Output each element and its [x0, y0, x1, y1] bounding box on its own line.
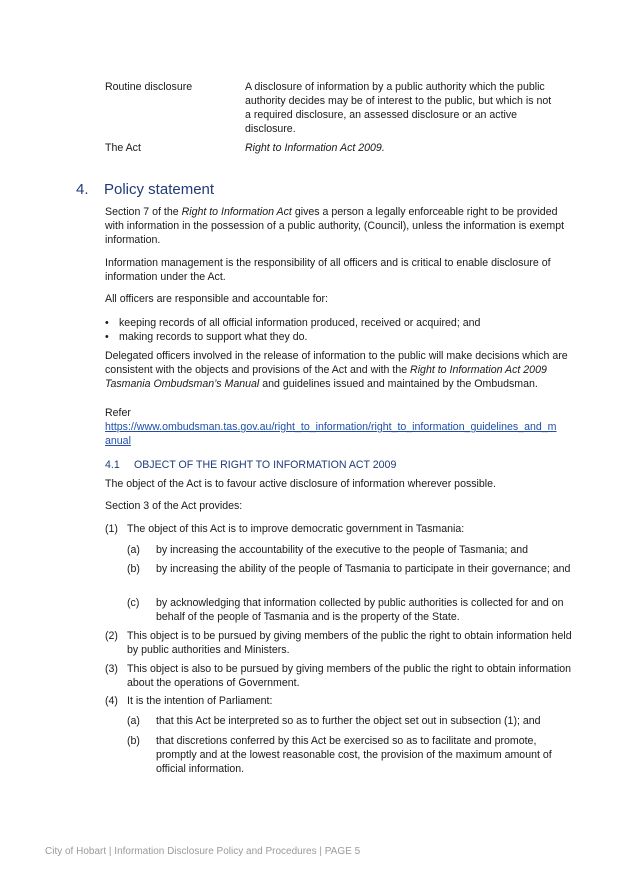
- paragraph-information-management: Information management is the responsibility of all officers and is critical to enable disclosure of information under the Act.: [105, 257, 551, 283]
- bullet-icon: •: [105, 317, 109, 329]
- ombudsman-link-text[interactable]: https://www.ombudsman.tas.gov.au/right_to_information/right_to_information_guidelines_and_manual: [105, 421, 557, 447]
- bullet-text: keeping records of all official information produced, received or acquired; and: [119, 317, 481, 329]
- definition-desc-the-act: Right to Information Act 2009.: [245, 142, 385, 154]
- p1-text-b: gives a person a legally enforceable right to be provided with information in the possession of a public authority, (Council), unless the information is exempt information.: [105, 206, 565, 246]
- bullet-item: [105, 330, 307, 344]
- sub-item-text: that this Act be interpreted so as to further the object set out in subsection (1); and: [156, 715, 541, 727]
- refer-label: Refer: [105, 407, 131, 419]
- bullet-icon: •: [105, 331, 109, 343]
- sub-item-letter: (a): [127, 544, 140, 556]
- sub-item-letter: (b): [127, 563, 140, 575]
- list-item-text: This object is to be pursued by giving members of the public the right to obtain information held by public authorities and Ministers.: [127, 630, 572, 656]
- sub-item-letter: (c): [127, 597, 140, 609]
- paragraph-section-3: Section 3 of the Act provides:: [105, 500, 243, 512]
- paragraph-delegated-officers: [105, 349, 575, 391]
- sub-item-text: that discretions conferred by this Act be exercised so as to facilitate and promote, promptly and at the lowest reasonable cost, the provision of the maximum amount of official information.: [156, 735, 552, 775]
- bullet-item: [105, 316, 480, 330]
- paragraph-object-of-act: The object of the Act is to favour active disclosure of information wherever possible.: [105, 478, 496, 490]
- list-number: (4): [105, 695, 118, 707]
- section-heading: [76, 181, 214, 198]
- list-item-text: This object is also to be pursued by giving members of the public the right to obtain information about the operations of Government.: [127, 663, 572, 689]
- bullet-text: making records to support what they do.: [119, 331, 308, 343]
- sub-item-text: by acknowledging that information collected by public authorities is collected for and on behalf of the people of Tasmania and is the property of the State.: [156, 597, 564, 623]
- list-number: (2): [105, 630, 118, 642]
- section-title: Policy statement: [104, 181, 215, 198]
- sub-item-letter: (a): [127, 715, 140, 727]
- section-number: 4.: [76, 181, 89, 198]
- sub-item-text: by increasing the ability of the people of Tasmania to participate in their governance; and: [156, 563, 571, 575]
- p4-text-b: and guidelines issued and maintained by the Ombudsman.: [259, 378, 538, 390]
- sub-item-letter: (b): [127, 735, 140, 747]
- definition-term-the-act: The Act: [105, 142, 141, 154]
- definition-term-routine-disclosure: Routine disclosure: [105, 81, 193, 93]
- paragraph-section-7: [105, 205, 575, 247]
- list-number: (1): [105, 523, 118, 535]
- subsection-heading: [105, 459, 396, 471]
- p4-emphasis: Right to Information Act 2009 Tasmania Ombudsman’s Manual: [105, 364, 547, 390]
- subsection-title: OBJECT OF THE RIGHT TO INFORMATION ACT 2009: [134, 459, 397, 471]
- subsection-number: 4.1: [105, 459, 120, 471]
- paragraph-officers-responsible: All officers are responsible and accountable for:: [105, 293, 328, 305]
- p1-text-a: Section 7 of the: [105, 206, 182, 218]
- definition-desc-routine-disclosure: A disclosure of information by a public authority which the public authority decides may be of interest to the public, but which is not a required disclosure, an assessed disclosure or an active disclosure.: [245, 81, 552, 135]
- sub-item-text: by increasing the accountability of the executive to the people of Tasmania; and: [156, 544, 529, 556]
- ombudsman-link[interactable]: [105, 420, 561, 448]
- list-item-text: It is the intention of Parliament:: [127, 695, 273, 707]
- p1-emphasis: Right to Information Act: [181, 206, 292, 218]
- p4-text-a: Delegated officers involved in the release of information to the public will make decisions which are consistent with the objects and provisions of the Act and with the: [105, 350, 568, 376]
- list-number: (3): [105, 663, 118, 675]
- page-footer: City of Hobart | Information Disclosure Policy and Procedures | PAGE 5: [45, 846, 361, 857]
- list-item-text: The object of this Act is to improve democratic government in Tasmania:: [127, 523, 465, 535]
